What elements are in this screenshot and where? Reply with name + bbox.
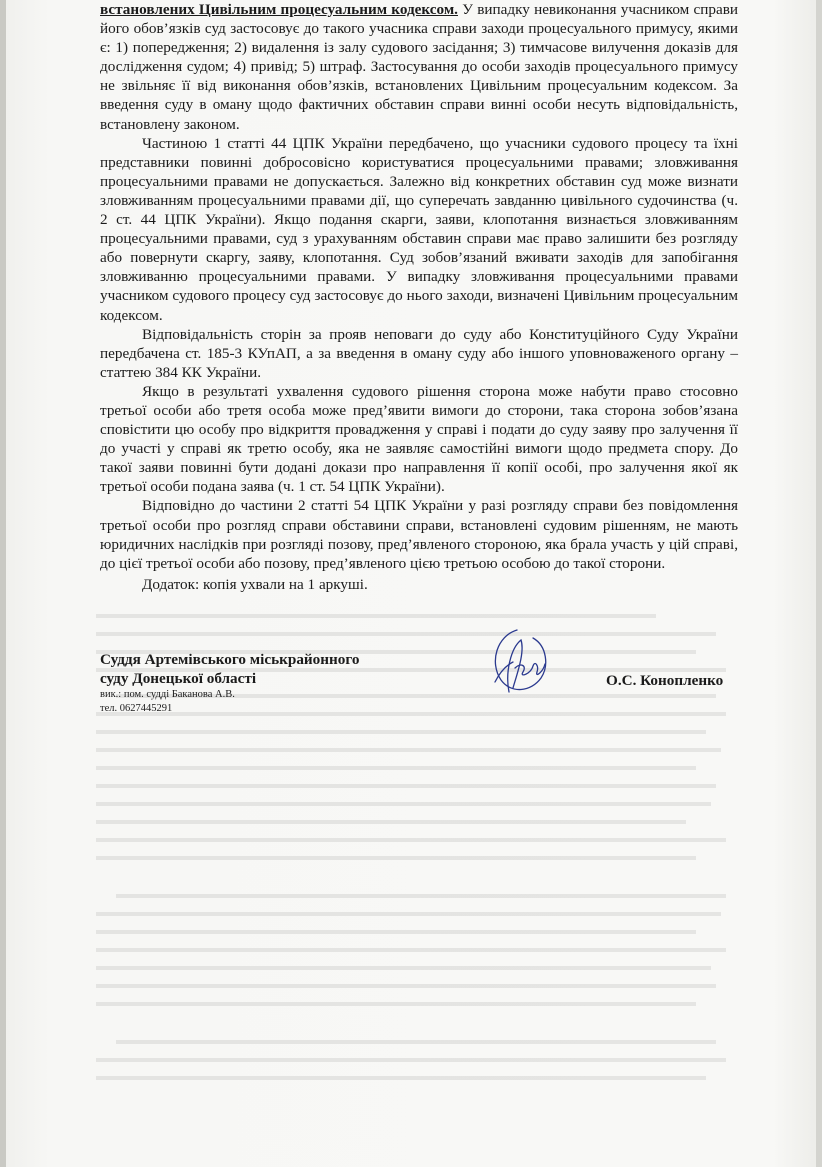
judge-name: О.С. Конопленко (606, 672, 724, 689)
attachment-note: Додаток: копія ухвали на 1 аркуші. (142, 575, 368, 593)
page-edge-left (0, 0, 6, 1167)
page-edge-right (816, 0, 822, 1167)
document-body (100, 0, 738, 594)
court-title-line-1: Суддя Артемівського міськрайонного (100, 651, 360, 668)
paragraph-lead-underlined: встановлених Цивільним процесуальним кодексом. (100, 1, 458, 18)
paragraph-1 (100, 0, 738, 134)
paragraph-4: Якщо в результаті ухвалення судового рішення сторона може набути право стосовно третьої особи або третя особа може пред’явити вимоги до сторони, така сторона зобов’язана сповістити цю особу про відкриття провадження у справі і подати до суду заяву про залучення її до участі у справі як третю особу, яка не заявляє самостійні вимоги щодо предмета спору. До такої заяви повинні бути додані докази про направлення її копії особі, про залучення якої як третьої особи подана заява (ч. 1 ст. 54 ЦПК України). (100, 382, 738, 496)
paragraph-5: Відповідно до частини 2 статті 54 ЦПК України у разі розгляду справи без повідомлення третьої особи про розгляд справи обставини справи, встановлені судовим рішенням, не мають юридичних наслідків при розгляді позову, пред’явленого стороною, яка брала участь у цій справі, до цієї третьої особи або позову, пред’явленого цією третьою особою до такої сторони. (100, 497, 738, 572)
phone-line: тел. 0627445291 (100, 702, 173, 714)
executor-line: вик.: пом. судді Баканова А.В. (100, 689, 235, 700)
signature-block (100, 650, 740, 715)
handwritten-signature (487, 622, 557, 702)
paragraph-2: Частиною 1 статті 44 ЦПК України передбачено, що учасники судового процесу та їхні представники повинні добросовісно користуватися процесуальними правами; зловживання процесуальними правами не допускається. Залежно від конкретних обставин суд може визнати зловживанням процесуальними правами дії, що суперечать завданню цивільного судочинства (ч. 2 ст. 44 ЦПК України). Якщо подання скарги, заяви, клопотання визнається зловживанням процесуальними правами, суд з урахуванням обставин справи має право залишити без розгляду або повернути скаргу, заяву, клопотання. Суд зобов’язаний вживати заходів для запобігання зловживанню процесуальними правами. У випадку зловживання процесуальними правами учасником судового процесу суд застосовує до нього заходи, визначені Цивільним процесуальним кодексом. (100, 134, 738, 324)
paragraph-3: Відповідальність сторін за прояв неповаги до суду або Конституційного Суду України передбачена ст. 185-3 КУпАП, а за введення в оману суду або іншого уповноваженого органу – статтею 384 КК України. (100, 325, 738, 381)
paragraph-text: У випадку невиконання учасником справи його обов’язків суд застосовує до такого учасника справи заходи процесуального примусу, якими є: 1) попередження; 2) видалення із залу судового засідання; 3) тимчасове вилучення доказів для дослідження судом; 4) привід; 5) штраф. Застосування до особи заходів процесуального примусу не звільняє її від виконання обов’язків, встановлених Цивільним процесуальним кодексом. За введення суду в оману щодо фактичних обставин справи винні особи несуть відповідальність, встановлену законом. (100, 1, 738, 133)
court-title-line-2: суду Донецької області (100, 670, 257, 687)
